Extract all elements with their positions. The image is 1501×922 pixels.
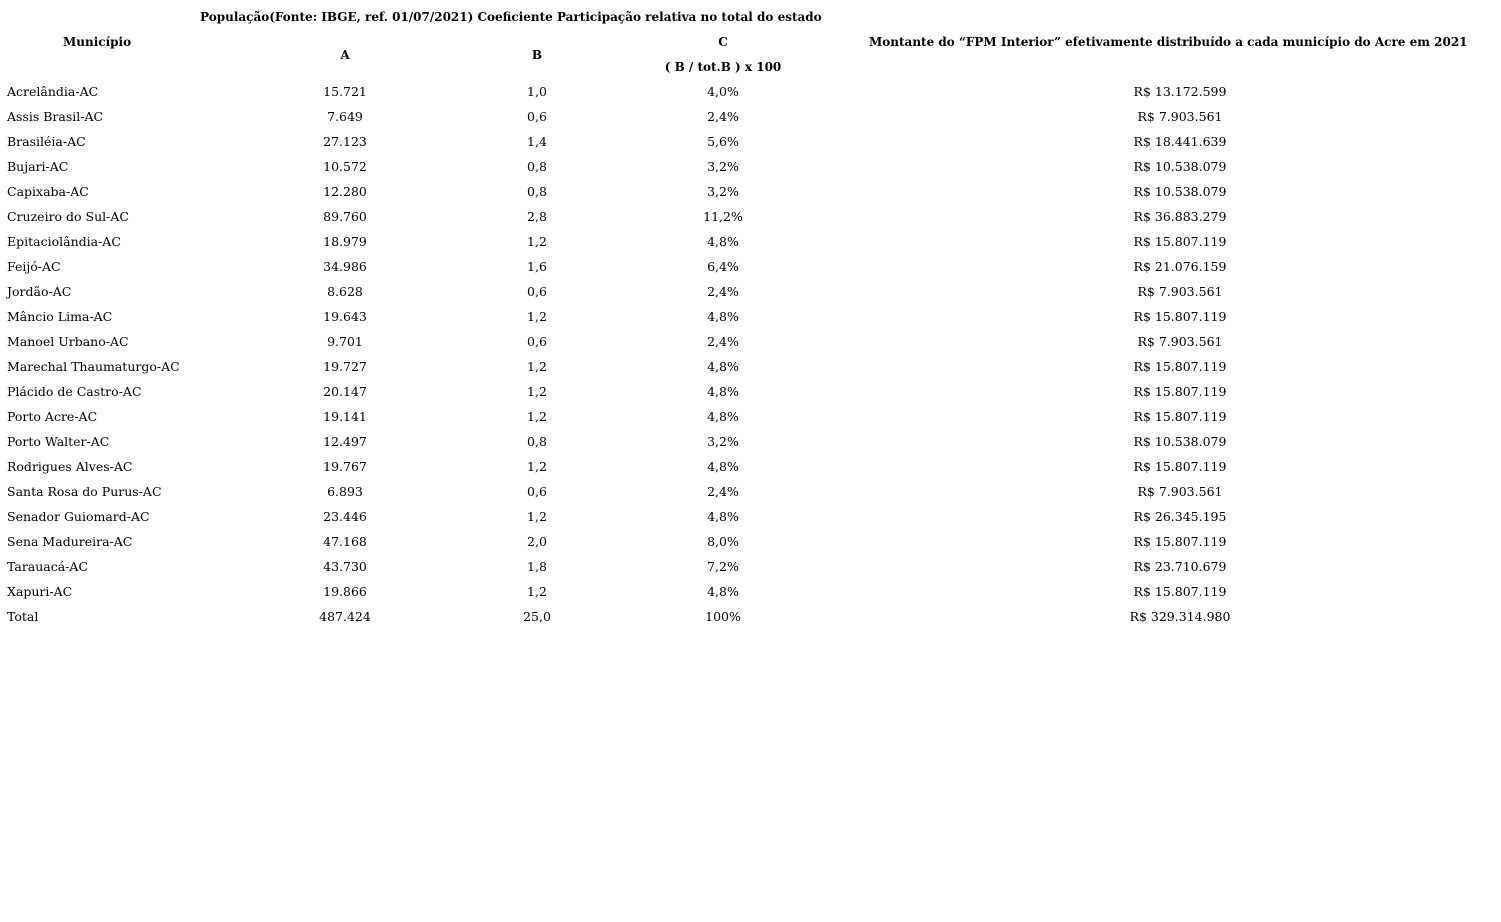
coeficiente-cell: 1,2 (527, 309, 547, 324)
populacao-cell: 20.147 (323, 384, 367, 399)
header-col-c-formula: ( B / tot.B ) x 100 (664, 60, 782, 74)
municipio-cell: Manoel Urbano-AC (7, 334, 129, 349)
coeficiente-cell: 25,0 (523, 609, 551, 624)
municipio-cell: Sena Madureira-AC (7, 534, 133, 549)
montante-cell: R$ 15.807.119 (1133, 309, 1227, 324)
municipio-cell: Xapuri-AC (7, 584, 73, 599)
municipio-cell: Rodrigues Alves-AC (7, 459, 133, 474)
populacao-cell: 34.986 (323, 259, 367, 274)
header-top-line: População(Fonte: IBGE, ref. 01/07/2021) Coeficiente Participação relativa no total do estado (200, 10, 822, 24)
coeficiente-cell: 1,2 (527, 584, 547, 599)
montante-cell: R$ 15.807.119 (1133, 584, 1227, 599)
participacao-cell: 7,2% (707, 559, 739, 574)
montante-cell: R$ 15.807.119 (1133, 384, 1227, 399)
montante-cell: R$ 21.076.159 (1133, 259, 1227, 274)
coeficiente-cell: 1,8 (527, 559, 547, 574)
participacao-cell: 4,8% (707, 459, 739, 474)
participacao-cell: 4,0% (707, 84, 739, 99)
participacao-cell: 3,2% (707, 184, 739, 199)
populacao-cell: 15.721 (323, 84, 367, 99)
montante-cell: R$ 10.538.079 (1133, 434, 1227, 449)
coeficiente-cell: 0,6 (527, 484, 547, 499)
coeficiente-cell: 1,2 (527, 459, 547, 474)
coeficiente-cell: 0,8 (527, 159, 547, 174)
participacao-cell: 2,4% (707, 109, 739, 124)
municipio-cell: Plácido de Castro-AC (7, 384, 142, 399)
coeficiente-cell: 1,0 (527, 84, 547, 99)
participacao-cell: 2,4% (707, 334, 739, 349)
montante-cell: R$ 15.807.119 (1133, 359, 1227, 374)
participacao-cell: 3,2% (707, 434, 739, 449)
participacao-cell: 4,8% (707, 384, 739, 399)
populacao-cell: 19.727 (323, 359, 367, 374)
municipio-cell: Cruzeiro do Sul-AC (7, 209, 129, 224)
coeficiente-cell: 2,0 (527, 534, 547, 549)
participacao-cell: 2,4% (707, 484, 739, 499)
municipio-cell: Bujari-AC (7, 159, 69, 174)
header-col-a: A (340, 48, 350, 62)
participacao-cell: 4,8% (707, 234, 739, 249)
participacao-cell: 2,4% (707, 284, 739, 299)
coeficiente-cell: 0,8 (527, 184, 547, 199)
municipio-cell: Epitaciolândia-AC (7, 234, 121, 249)
montante-cell: R$ 10.538.079 (1133, 159, 1227, 174)
montante-cell: R$ 15.807.119 (1133, 459, 1227, 474)
participacao-cell: 3,2% (707, 159, 739, 174)
populacao-cell: 47.168 (323, 534, 367, 549)
montante-cell: R$ 26.345.195 (1133, 509, 1227, 524)
montante-cell: R$ 15.807.119 (1133, 534, 1227, 549)
coeficiente-cell: 0,6 (527, 284, 547, 299)
montante-cell: R$ 329.314.980 (1129, 609, 1231, 624)
populacao-cell: 89.760 (323, 209, 367, 224)
municipio-cell: Tarauacá-AC (7, 559, 89, 574)
municipio-cell: Feijó-AC (7, 259, 61, 274)
montante-cell: R$ 7.903.561 (1137, 284, 1223, 299)
montante-cell: R$ 23.710.679 (1133, 559, 1227, 574)
header-col-b: B (531, 48, 543, 62)
municipio-cell: Capixaba-AC (7, 184, 89, 199)
populacao-cell: 27.123 (323, 134, 367, 149)
municipio-cell: Santa Rosa do Purus-AC (7, 484, 162, 499)
coeficiente-cell: 1,2 (527, 359, 547, 374)
populacao-cell: 12.497 (323, 434, 367, 449)
participacao-cell: 4,8% (707, 409, 739, 424)
populacao-cell: 8.628 (327, 284, 363, 299)
coeficiente-cell: 0,6 (527, 334, 547, 349)
participacao-cell: 4,8% (707, 309, 739, 324)
participacao-cell: 6,4% (707, 259, 739, 274)
municipio-cell: Jordão-AC (7, 284, 72, 299)
participacao-cell: 4,8% (707, 584, 739, 599)
populacao-cell: 7.649 (327, 109, 363, 124)
coeficiente-cell: 1,6 (527, 259, 547, 274)
municipio-cell: Brasiléia-AC (7, 134, 86, 149)
coeficiente-cell: 1,2 (527, 509, 547, 524)
header-col-c: C (718, 35, 728, 49)
municipio-cell: Porto Acre-AC (7, 409, 98, 424)
participacao-cell: 8,0% (707, 534, 739, 549)
montante-cell: R$ 15.807.119 (1133, 234, 1227, 249)
participacao-cell: 11,2% (703, 209, 743, 224)
participacao-cell: 100% (705, 609, 741, 624)
municipio-cell: Senador Guiomard-AC (7, 509, 150, 524)
montante-cell: R$ 7.903.561 (1137, 484, 1223, 499)
populacao-cell: 19.866 (323, 584, 367, 599)
coeficiente-cell: 1,4 (527, 134, 547, 149)
header-municipio: Município (63, 35, 132, 49)
montante-cell: R$ 36.883.279 (1133, 209, 1227, 224)
coeficiente-cell: 2,8 (527, 209, 547, 224)
coeficiente-cell: 1,2 (527, 384, 547, 399)
header-col-d: Montante do “FPM Interior” efetivamente distribuído a cada município do Acre em 2021 (869, 35, 1468, 49)
populacao-cell: 23.446 (323, 509, 367, 524)
populacao-cell: 10.572 (323, 159, 367, 174)
participacao-cell: 4,8% (707, 509, 739, 524)
participacao-cell: 5,6% (707, 134, 739, 149)
municipio-cell: Total (7, 609, 39, 624)
populacao-cell: 6.893 (327, 484, 363, 499)
populacao-cell: 12.280 (323, 184, 367, 199)
populacao-cell: 19.141 (323, 409, 367, 424)
montante-cell: R$ 10.538.079 (1133, 184, 1227, 199)
municipio-cell: Marechal Thaumaturgo-AC (7, 359, 180, 374)
populacao-cell: 19.643 (323, 309, 367, 324)
populacao-cell: 18.979 (323, 234, 367, 249)
montante-cell: R$ 7.903.561 (1137, 109, 1223, 124)
montante-cell: R$ 15.807.119 (1133, 409, 1227, 424)
municipio-cell: Mâncio Lima-AC (7, 309, 113, 324)
coeficiente-cell: 1,2 (527, 409, 547, 424)
montante-cell: R$ 18.441.639 (1133, 134, 1227, 149)
municipio-cell: Assis Brasil-AC (7, 109, 104, 124)
coeficiente-cell: 0,8 (527, 434, 547, 449)
montante-cell: R$ 7.903.561 (1137, 334, 1223, 349)
montante-cell: R$ 13.172.599 (1133, 84, 1227, 99)
municipio-cell: Acrelândia-AC (7, 84, 99, 99)
participacao-cell: 4,8% (707, 359, 739, 374)
coeficiente-cell: 0,6 (527, 109, 547, 124)
populacao-cell: 9.701 (327, 334, 363, 349)
populacao-cell: 43.730 (323, 559, 367, 574)
populacao-cell: 19.767 (323, 459, 367, 474)
municipio-cell: Porto Walter-AC (7, 434, 110, 449)
coeficiente-cell: 1,2 (527, 234, 547, 249)
populacao-cell: 487.424 (319, 609, 371, 624)
